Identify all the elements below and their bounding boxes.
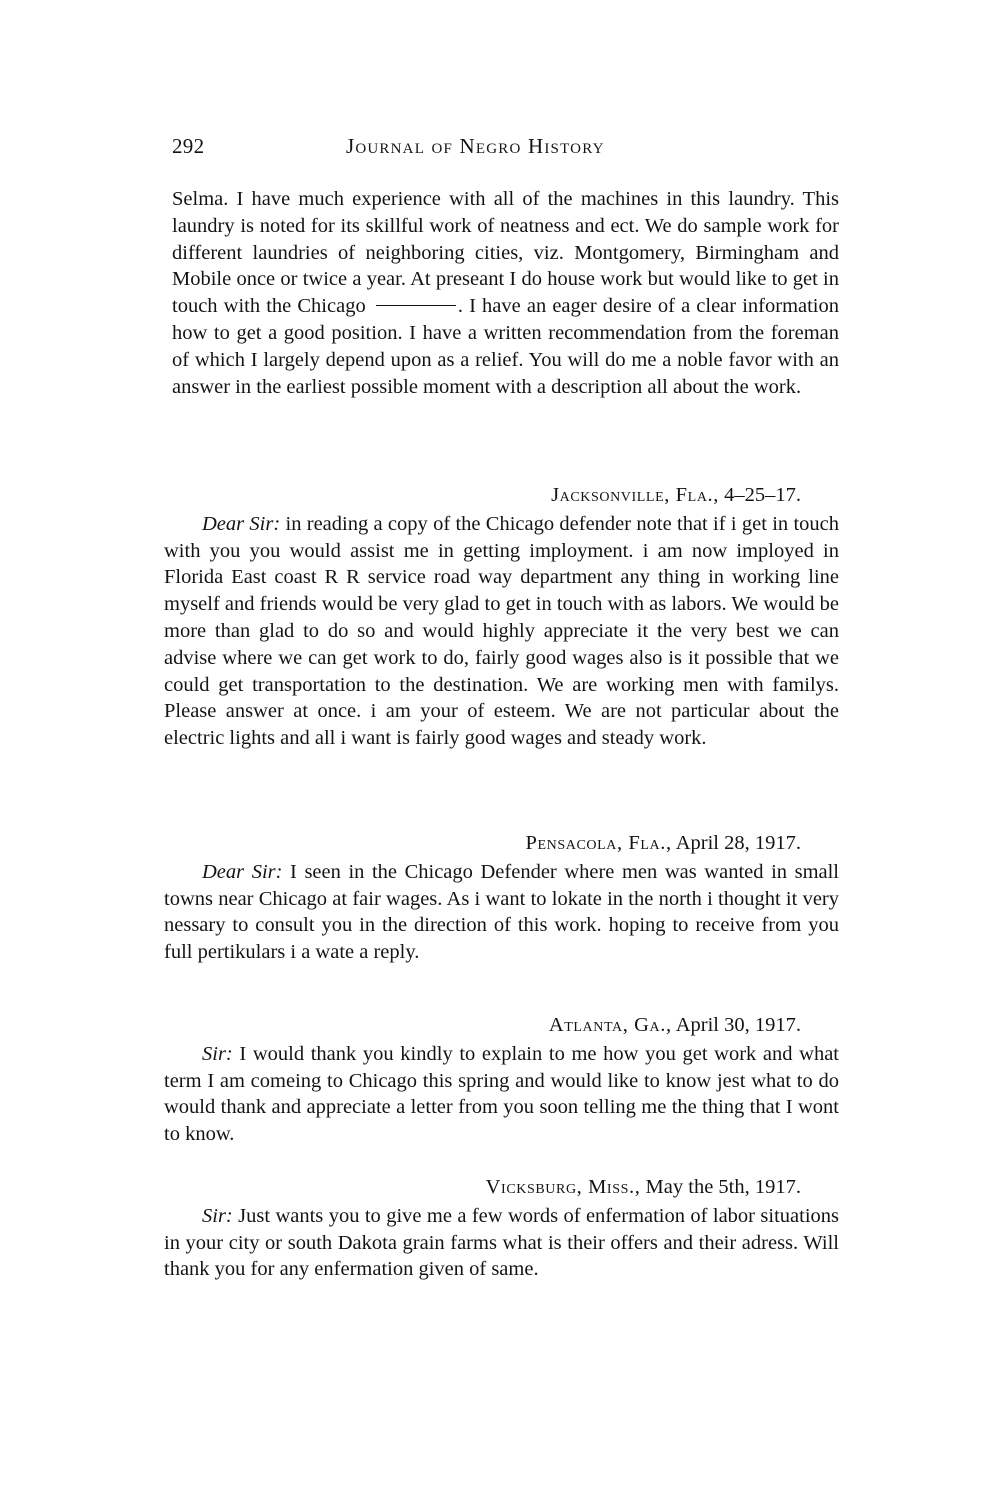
salutation: Sir: <box>202 1042 233 1065</box>
letter-pensacola <box>164 830 839 966</box>
letter-text: in reading a copy of the Chicago defender note that if i get in touch with you you would assist me in getting imployment. i am now imployed in Florida East coast R R service road way department any thing in working line myself and friends would be very glad to get in touch with as labors. We would be more than glad to do so and would highly appreciate it the very best we can advise where we can get work to do, fairly good wages also is it possible that we could get transportation to the destination. We are working men with familys. Please answer at once. i am your of esteem. We are not particular about the electric lights and all i want is fairly good wages and steady work. <box>164 512 839 750</box>
continued-letter <box>172 186 839 400</box>
dateline-place: Vicksburg, Miss., <box>485 1176 641 1198</box>
letter-jacksonville <box>164 482 839 752</box>
letter-text: I would thank you kindly to explain to me how you get work and what term I am comeing to Chicago this spring and would like to know jest what to do would thank and appreciate a letter from you soon telling me the thing that I wont to know. <box>164 1042 840 1146</box>
continued-letter-text-after-blank: . I have an eager desire of a clear information how to get a good position. I have a written recommendation from the foreman of which I largely depend upon as a relief. You will do me a noble favor with an answer in the earliest possible moment with a description all about the work. <box>172 295 840 398</box>
blank-line <box>376 305 456 306</box>
dateline <box>164 830 839 857</box>
letter-body <box>164 1203 839 1283</box>
letter-vicksburg <box>164 1174 839 1283</box>
dateline-place: Jacksonville, Fla., <box>551 484 719 506</box>
dateline <box>164 1174 839 1201</box>
salutation: Sir: <box>202 1204 233 1227</box>
dateline-place: Pensacola, Fla., <box>525 832 672 854</box>
salutation: Dear Sir: <box>202 512 281 535</box>
letter-text: I seen in the Chicago Defender where men was wanted in small towns near Chicago at fair wages. As i want to lokate in the north i thought it very nessary to consult you in the direction of this work. hoping to receive from you full pertikulars i a wate a reply. <box>164 860 840 964</box>
letter-atlanta <box>164 1012 839 1148</box>
salutation: Dear Sir: <box>202 860 283 883</box>
page-number: 292 <box>172 134 205 158</box>
letter-body <box>164 859 839 966</box>
dateline-date: April 30, 1917. <box>675 1014 801 1036</box>
dateline-date: May the 5th, 1917. <box>645 1176 801 1198</box>
letter-body <box>164 511 839 752</box>
dateline-date: April 28, 1917. <box>675 832 801 854</box>
running-head: Journal of Negro History <box>346 134 605 158</box>
letter-body <box>164 1041 839 1148</box>
continued-letter-text-before-blank: Selma. I have much experience with all of the machines in this laundry. This laundry is noted for its skillful work of neatness and ect. We do sample work for different laundries of neighboring cities, viz. Montgomery, Birmingham and Mobile once or twice a year. At preseant I do house work but would like to get in touch with the Chicago <box>172 188 839 318</box>
dateline-place: Atlanta, Ga., <box>548 1014 672 1036</box>
dateline <box>164 1012 839 1039</box>
letter-text: Just wants you to give me a few words of enfermation of labor situations in your city or south Dakota grain farms what is their offers and their adress. Will thank you for any enfermation given of same. <box>164 1204 839 1281</box>
dateline-date: 4–25–17. <box>724 484 801 506</box>
dateline <box>164 482 839 509</box>
